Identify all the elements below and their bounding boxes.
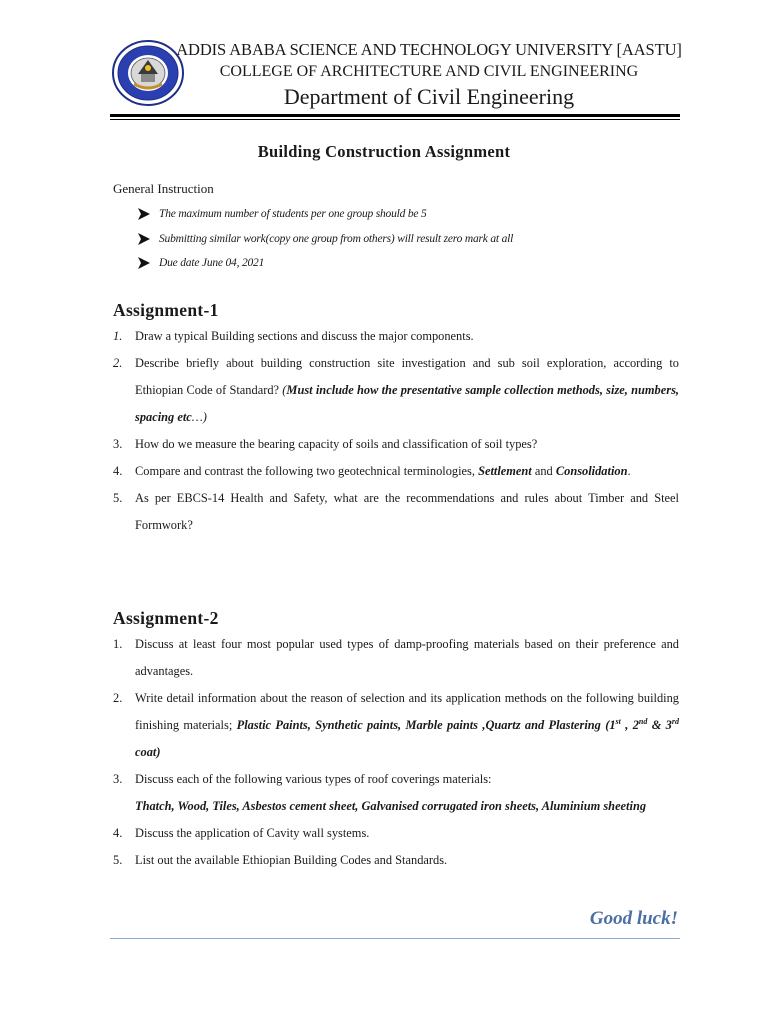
college-name: COLLEGE OF ARCHITECTURE AND CIVIL ENGINEERING — [219, 63, 639, 80]
superscript: st — [615, 716, 621, 726]
question-emphasis-open: ( — [282, 383, 287, 397]
question-text: Write detail information about the reason of selection and its application methods on the following building finishing materials; — [135, 691, 679, 732]
question-number: 4. — [113, 464, 123, 478]
term-settlement: Settlement — [478, 464, 532, 478]
question-text: How do we measure the bearing capacity of soils and classification of soil types? — [135, 437, 538, 451]
superscript: nd — [638, 716, 648, 726]
question-number: 3. — [113, 772, 123, 786]
question-item — [113, 431, 679, 458]
question-item — [113, 847, 679, 874]
instruction-item — [137, 232, 697, 257]
question-number: 3. — [113, 437, 123, 451]
question-item — [113, 350, 679, 431]
instruction-item — [137, 256, 697, 281]
question-number: 2. — [113, 356, 123, 370]
question-item — [113, 631, 679, 685]
question-text: Discuss at least four most popular used types of damp-proofing materials based on their preference and advantages. — [135, 637, 679, 678]
materials-text: , 2 — [620, 718, 639, 732]
department-name: Department of Civil Engineering — [283, 84, 575, 109]
question-number: 5. — [113, 491, 123, 505]
header-rule-thin — [110, 119, 680, 120]
question-number: 4. — [113, 826, 123, 840]
conjunction-text: and — [531, 464, 556, 478]
footer-rule — [110, 938, 680, 939]
question-item — [113, 820, 679, 847]
superscript: rd — [671, 716, 680, 726]
question-text: Compare and contrast the following two geotechnical terminologies, — [135, 464, 479, 478]
materials-text: Plastic Paints, Synthetic paints, Marble paints ,Quartz and Plastering (1 — [236, 718, 616, 732]
question-item — [113, 458, 679, 485]
instruction-item — [137, 207, 697, 232]
instruction-text: Submitting similar work(copy one group from others) will result zero mark at all — [159, 232, 514, 245]
question-item — [113, 766, 679, 820]
question-emphasis-tail: …) — [191, 410, 207, 424]
roof-materials: Thatch, Wood, Tiles, Asbestos cement sheet, Galvanised corrugated iron sheets, Aluminium sheeting — [135, 799, 647, 813]
term-consolidation: Consolidation — [555, 464, 628, 478]
header-rule-thick — [110, 114, 680, 117]
document-title: Building Construction Assignment — [257, 142, 511, 161]
sentence-end: . — [627, 464, 631, 478]
question-item — [113, 485, 679, 539]
question-text: Discuss each of the following various types of roof coverings materials: — [135, 772, 492, 786]
question-number: 1. — [113, 329, 123, 343]
instruction-text: Due date June 04, 2021 — [159, 257, 265, 269]
materials-text: coat) — [135, 745, 161, 759]
instruction-list — [137, 207, 697, 281]
assignment-1-heading: Assignment-1 — [113, 300, 219, 320]
question-item — [113, 685, 679, 766]
question-number: 1. — [113, 637, 123, 651]
materials-text: & 3 — [647, 718, 672, 732]
university-name: ADDIS ABABA SCIENCE AND TECHNOLOGY UNIVERSITY [AASTU] — [176, 40, 682, 59]
question-text: Draw a typical Building sections and discuss the major components. — [135, 329, 474, 343]
question-emphasis: Must include how the presentative sample collection methods, size, numbers, spacing etc — [135, 383, 679, 424]
assignment-1-list — [113, 323, 679, 539]
arrow-bullet-icon — [137, 232, 151, 246]
general-instruction-heading: General Instruction — [113, 181, 214, 196]
question-text: Discuss the application of Cavity wall systems. — [135, 826, 370, 840]
closing-good-luck: Good luck! — [589, 908, 678, 929]
arrow-bullet-icon — [137, 207, 151, 221]
question-text: List out the available Ethiopian Building Codes and Standards. — [135, 853, 448, 867]
question-number: 5. — [113, 853, 123, 867]
assignment-2-list — [113, 631, 679, 874]
arrow-bullet-icon — [137, 256, 151, 270]
question-number: 2. — [113, 691, 123, 705]
question-text: As per EBCS-14 Health and Safety, what are the recommendations and rules about Timber and Steel Formwork? — [135, 491, 679, 532]
assignment-2-heading: Assignment-2 — [113, 608, 219, 628]
instruction-text: The maximum number of students per one group should be 5 — [159, 208, 427, 220]
question-item — [113, 323, 679, 350]
question-text: Describe briefly about building construction site investigation and sub soil exploration, according to Ethiopian Code of Standard? — [135, 356, 679, 397]
